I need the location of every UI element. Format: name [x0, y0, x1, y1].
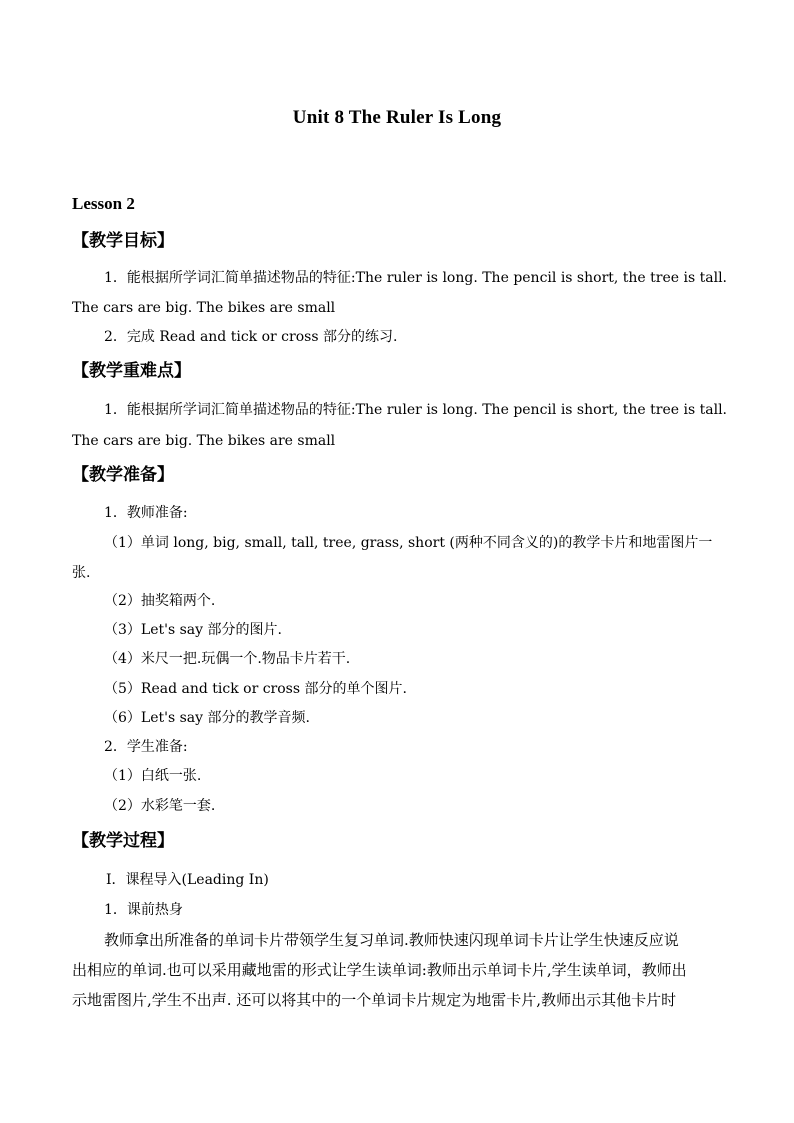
process-sub-1: 1．课前热身: [104, 902, 183, 918]
teacher-prep-item-2: （2）抽奖箱两个.: [104, 593, 216, 609]
process-step-1: Ⅰ．课程导入(Leading In): [106, 872, 269, 888]
student-prep-item-1: （1）白纸一张.: [104, 768, 202, 784]
section-heading-process: 【教学过程】: [72, 831, 174, 851]
document-title: Unit 8 The Ruler Is Long: [292, 107, 502, 128]
section-heading-key-points: 【教学重难点】: [72, 361, 191, 381]
teacher-prep-item-5: （5）Read and tick or cross 部分的单个图片.: [104, 681, 407, 697]
key-point-item-1-line-2: The cars are big. The bikes are small: [72, 433, 336, 449]
goal-item-1-line-1: 1．能根据所学词汇简单描述物品的特征:The ruler is long. The pencil is short, the tree is tall.: [104, 270, 727, 286]
goal-item-2: 2．完成 Read and tick or cross 部分的练习.: [104, 329, 398, 345]
student-prep-label: 2．学生准备:: [104, 739, 188, 755]
teacher-prep-label: 1．教师准备:: [104, 505, 188, 521]
lesson-label: Lesson 2: [72, 194, 135, 213]
process-paragraph-line-1: 教师拿出所准备的单词卡片带领学生复习单词.教师快速闪现单词卡片让学生快速反应说: [104, 931, 679, 949]
section-heading-preparation: 【教学准备】: [72, 465, 174, 485]
goal-item-1-line-2: The cars are big. The bikes are small: [72, 300, 336, 316]
section-heading-goals: 【教学目标】: [72, 231, 174, 251]
teacher-prep-item-3: （3）Let's say 部分的图片.: [104, 622, 282, 638]
process-paragraph-line-2: 出相应的单词.也可以采用藏地雷的形式让学生读单词:教师出示单词卡片,学生读单词，教师出: [72, 961, 687, 979]
teacher-prep-item-6: （6）Let's say 部分的教学音频.: [104, 710, 310, 726]
teacher-prep-item-1-line-2: 张.: [72, 565, 91, 581]
teacher-prep-item-4: （4）米尺一把.玩偶一个.物品卡片若干.: [104, 651, 351, 667]
key-point-item-1-line-1: 1．能根据所学词汇简单描述物品的特征:The ruler is long. The pencil is short, the tree is tall.: [104, 402, 727, 418]
process-paragraph-line-3: 示地雷图片,学生不出声. 还可以将其中的一个单词卡片规定为地雷卡片,教师出示其他卡片时: [72, 991, 677, 1009]
teacher-prep-item-1-line-1: （1）单词 long, big, small, tall, tree, grass, short (两种不同含义的)的教学卡片和地雷图片一: [104, 535, 713, 551]
student-prep-item-2: （2）水彩笔一套.: [104, 798, 216, 814]
